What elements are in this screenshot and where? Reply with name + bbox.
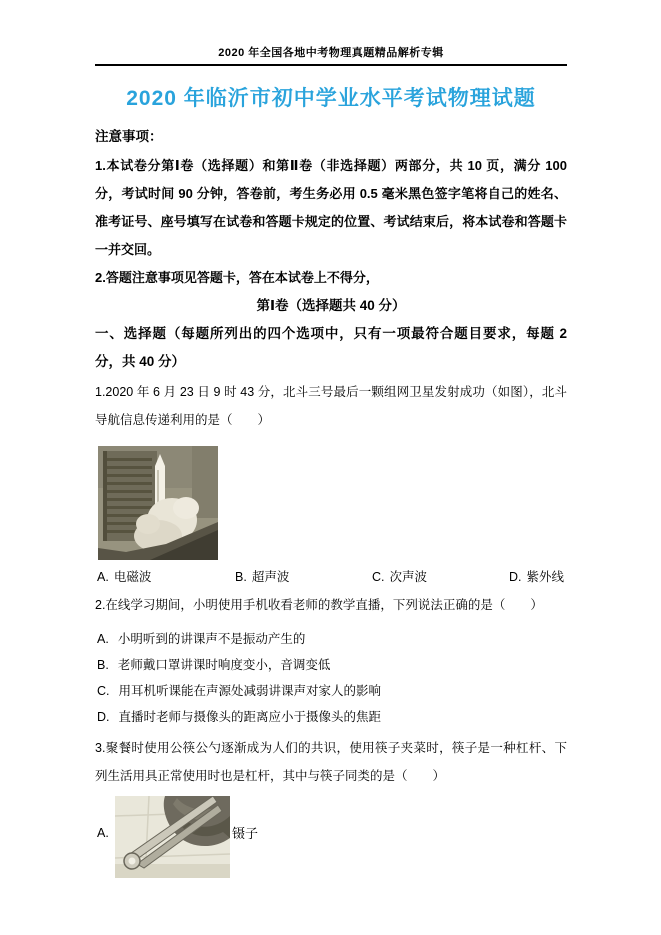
question-2-option-c (97, 678, 567, 704)
question-1-option-b (235, 567, 372, 585)
section-heading: 第Ⅰ卷（选择题共 40 分） (256, 298, 406, 313)
option-text: 小明听到的讲课声不是振动产生的 (117, 632, 306, 646)
option-label: C. (97, 684, 110, 698)
option-label: A. (97, 632, 109, 646)
option-label: A. (97, 570, 109, 584)
question-1-option-c (372, 567, 509, 585)
option-label: B. (97, 658, 109, 672)
question-1-option-a (97, 567, 235, 585)
question-2-options (97, 626, 567, 730)
option-label: B. (235, 570, 247, 584)
option-label: C. (372, 570, 385, 584)
option-label: D. (97, 710, 110, 724)
option-text: 次声波 (389, 570, 428, 584)
option-text: 紫外线 (526, 570, 565, 584)
notice-item-1: 1.本试卷分第Ⅰ卷（选择题）和第Ⅱ卷（非选择题）两部分，共 10 页，满分 100 分，考试时间 90 分钟，答卷前，考生务必用 0.5 毫米黑色签字笔将自己的姓名、准考证号、座号填写在试卷和答题卡规定的位置、考试结束后，将本试卷和答题卡一并交回。 (95, 158, 567, 257)
question-2-option-b (97, 652, 567, 678)
header-note: 2020 年全国各地中考物理真题精品解析专辑 (218, 47, 444, 59)
question-1-stem: 1.2020 年 6 月 23 日 9 时 43 分，北斗三号最后一颗组网卫星发射成功（如图），北斗导航信息传递利用的是（ ） (95, 385, 567, 427)
option-text: 用耳机听课能在声源处减弱讲课声对家人的影响 (118, 684, 382, 698)
header-divider-line (95, 64, 567, 66)
rocket-launch-photo (98, 446, 218, 560)
question-2-stem: 2.在线学习期间，小明使用手机收看老师的教学直播，下列说法正确的是（ ） (95, 598, 543, 612)
tweezers-photo (115, 796, 230, 878)
page-title: 2020 年临沂市初中学业水平考试物理试题 (126, 87, 536, 110)
option-text: 超声波 (251, 570, 290, 584)
question-3-option-a-figure (95, 796, 567, 918)
question-2-option-a (97, 626, 567, 652)
option-label: D. (509, 570, 522, 584)
notice-item-2: 2.答题注意事项见答题卡，答在本试卷上不得分， (95, 270, 379, 285)
notice-heading: 注意事项： (95, 129, 163, 144)
section-subheading: 一、选择题（每题所列出的四个选项中，只有一项最符合题目要求，每题 2 分，共 40 分） (95, 326, 567, 369)
option-text: 直播时老师与摄像头的距离应小于摄像头的焦距 (118, 710, 382, 724)
option-text: 电磁波 (113, 570, 152, 584)
option-text: 老师戴口罩讲课时响度变小，音调变低 (117, 658, 331, 672)
question-2-option-d (97, 704, 567, 730)
question-1-option-d (509, 567, 567, 585)
question-1-options (97, 567, 567, 585)
option-caption: 镊子 (232, 826, 259, 841)
option-label: A. (97, 826, 109, 840)
question-3-stem: 3.聚餐时使用公筷公勺逐渐成为人们的共识，使用筷子夹菜时，筷子是一种杠杆、下列生活用具正常使用时也是杠杆，其中与筷子同类的是（ ） (95, 741, 567, 783)
